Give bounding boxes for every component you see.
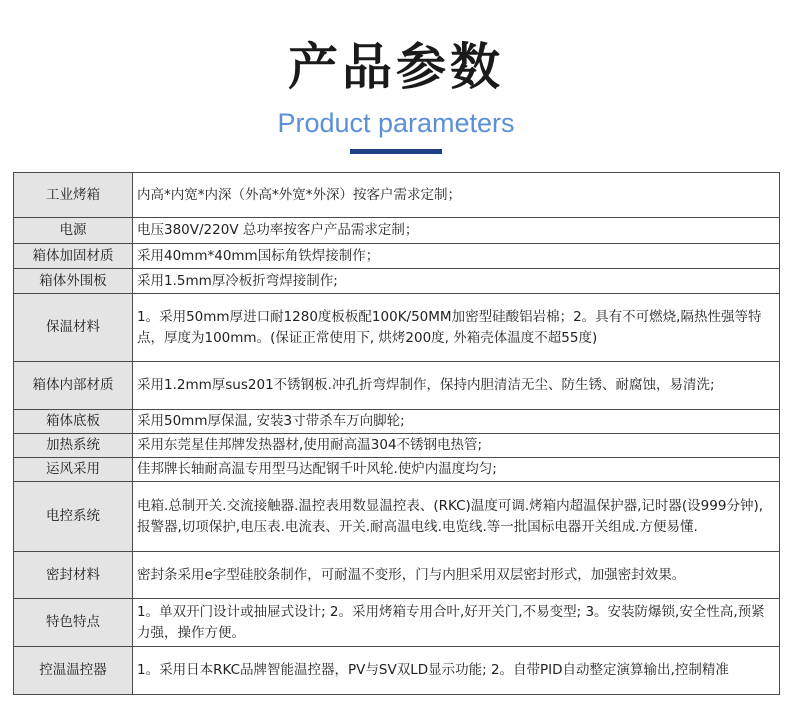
table-row	[14, 269, 780, 294]
row-label: 电源	[14, 218, 133, 244]
row-label: 箱体底板	[14, 410, 133, 434]
row-label: 电控系统	[14, 482, 133, 552]
table-row	[14, 362, 780, 410]
table-row	[14, 434, 780, 458]
table-row	[14, 244, 780, 269]
row-label: 密封材料	[14, 552, 133, 599]
table-row	[14, 458, 780, 482]
table-row	[14, 294, 780, 362]
row-value: 电压380V/220V 总功率按客户产品需求定制；	[133, 218, 780, 244]
row-label: 加热系统	[14, 434, 133, 458]
table-row	[14, 218, 780, 244]
title-underline	[350, 149, 442, 154]
row-value: 采用1.2mm厚sus201不锈钢板.冲孔折弯焊制作，保持内胆清洁无尘、防生锈、耐腐蚀，易清洗;	[133, 362, 780, 410]
row-label: 箱体外围板	[14, 269, 133, 294]
row-value: 1。采用50mm厚进口耐1280度板板配100K/50MM加密型硅酸铝岩棉；2。具有不可燃烧,隔热性强等特点，厚度为100mm。(保证正常使用下, 烘烤200度, 外箱壳体温度不超55度)	[133, 294, 780, 362]
page-subtitle: Product parameters	[277, 108, 515, 138]
table-row	[14, 410, 780, 434]
table-row	[14, 482, 780, 552]
row-value: 内高*内宽*内深（外高*外宽*外深）按客户需求定制；	[133, 173, 780, 218]
table-row	[14, 173, 780, 218]
row-label: 工业烤箱	[14, 173, 133, 218]
row-value: 电箱.总制开关.交流接触器.温控表用数显温控表、(RKC)温度可调.烤箱内超温保护器,记时器(设999分钟),报警器,切项保护,电压表.电流表、开关.耐高温电线.电览线.等一批国标电器开关组成.方便易懂.	[133, 482, 780, 552]
page-header	[0, 0, 792, 170]
row-label: 保温材料	[14, 294, 133, 362]
row-label: 箱体内部材质	[14, 362, 133, 410]
parameters-table	[13, 172, 780, 695]
row-value: 密封条采用e字型硅胶条制作，可耐温不变形，门与内胆采用双层密封形式，加强密封效果。	[133, 552, 780, 599]
row-value: 采用1.5mm厚冷板折弯焊接制作;	[133, 269, 780, 294]
row-value: 采用40mm*40mm国标角铁焊接制作；	[133, 244, 780, 269]
row-label: 特色特点	[14, 599, 133, 647]
page-title: 产品参数	[288, 38, 504, 96]
table-row	[14, 599, 780, 647]
table-row	[14, 647, 780, 695]
row-value: 1。采用日本RKC品牌智能温控器，PV与SV双LD显示功能; 2。自带PID自动整定演算输出,控制精准	[133, 647, 780, 695]
row-label: 运风采用	[14, 458, 133, 482]
row-value: 1。单双开门设计或抽屉式设计; 2。采用烤箱专用合叶,好开关门,不易变型; 3。安装防爆锁,安全性高,预紧力强，操作方便。	[133, 599, 780, 647]
table-row	[14, 552, 780, 599]
row-value: 采用50mm厚保温, 安装3寸带杀车万向脚轮;	[133, 410, 780, 434]
row-value: 采用东莞星佳邦牌发热器材,使用耐高温304不锈钢电热管;	[133, 434, 780, 458]
row-label: 箱体加固材质	[14, 244, 133, 269]
row-value: 佳邦牌长轴耐高温专用型马达配钢千叶风轮.使炉内温度均匀;	[133, 458, 780, 482]
row-label: 控温温控器	[14, 647, 133, 695]
